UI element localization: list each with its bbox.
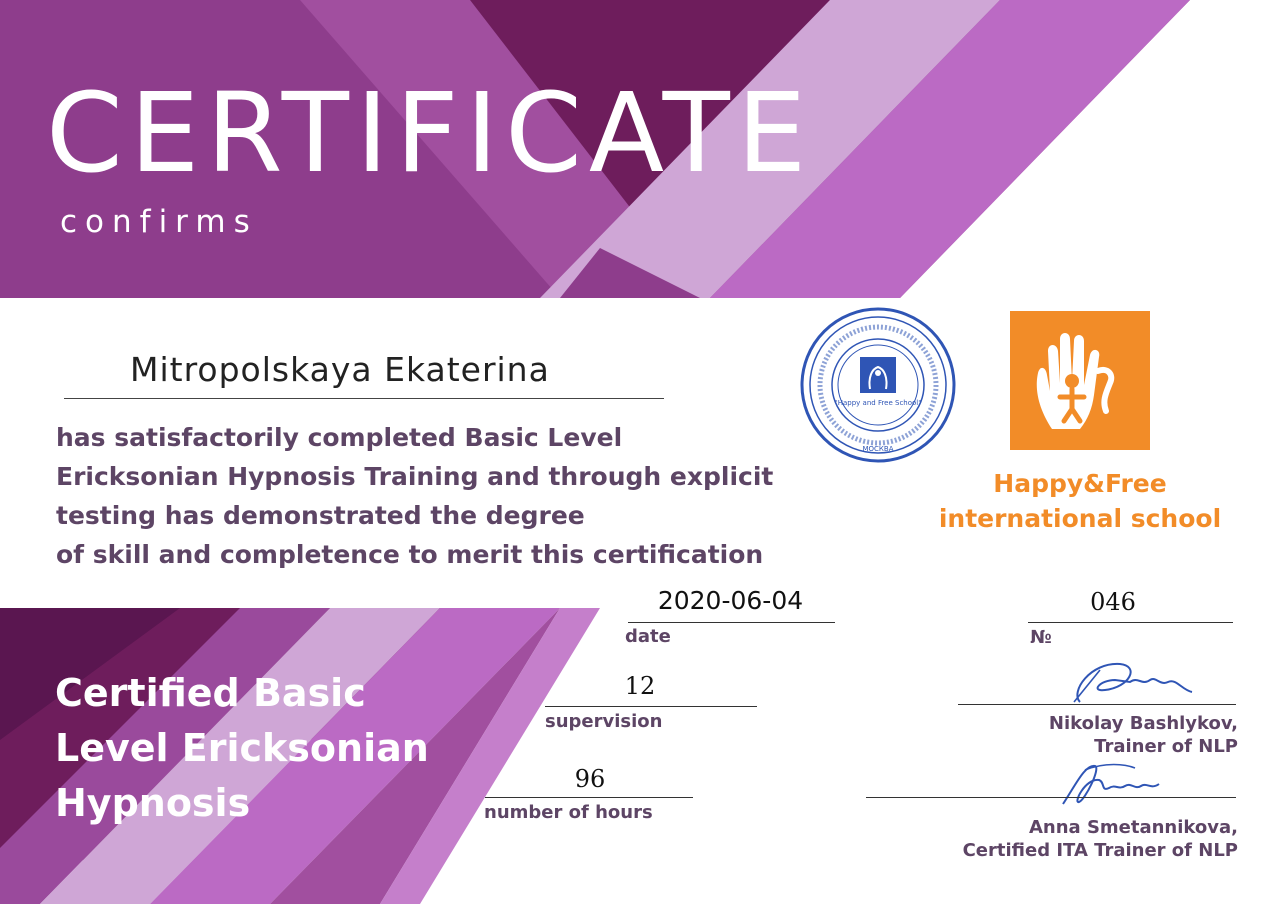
statement-line: testing has demonstrated the degree bbox=[56, 501, 585, 530]
signature-1 bbox=[1060, 652, 1200, 712]
certification-name bbox=[55, 666, 429, 831]
official-seal bbox=[796, 305, 960, 465]
statement-line: of skill and completence to merit this certification bbox=[56, 540, 764, 569]
date-value: 2020-06-04 bbox=[657, 586, 804, 615]
signatory-2-role: Certified ITA Trainer of NLP bbox=[962, 840, 1238, 861]
signatory-1 bbox=[1049, 712, 1238, 758]
certification-line: Level Ericksonian bbox=[55, 726, 429, 770]
school-name-line1: Happy&Free bbox=[993, 469, 1167, 498]
certification-line: Hypnosis bbox=[55, 781, 251, 825]
certificate-title: CERTIFICATE bbox=[46, 69, 814, 197]
hand-icon bbox=[1010, 311, 1150, 450]
signatory-2-name: Anna Smetannikova, bbox=[1028, 817, 1238, 838]
signatory-2 bbox=[963, 816, 1238, 862]
certification-line: Certified Basic bbox=[55, 671, 366, 715]
hours-underline bbox=[485, 797, 693, 798]
signatory-1-name: Nikolay Bashlykov, bbox=[1048, 713, 1238, 734]
seal-center-text: "Happy and Free School" bbox=[834, 399, 922, 407]
school-name-line2: international school bbox=[938, 504, 1222, 533]
statement-line: Ericksonian Hypnosis Training and through explicit bbox=[56, 462, 774, 491]
date-label: date bbox=[625, 626, 671, 647]
school-logo bbox=[1010, 311, 1150, 450]
hours-label: number of hours bbox=[484, 802, 653, 823]
signature-1-line bbox=[958, 704, 1236, 705]
supervision-label: supervision bbox=[545, 711, 663, 732]
certification-statement bbox=[56, 418, 796, 574]
certificate-number-value: 046 bbox=[1090, 588, 1136, 616]
date-underline bbox=[628, 622, 835, 623]
certificate-subtitle: confirms bbox=[60, 204, 258, 240]
recipient-name: Mitropolskaya Ekaterina bbox=[130, 350, 550, 389]
school-name bbox=[930, 466, 1230, 536]
statement-line: has satisfactorily completed Basic Level bbox=[56, 423, 623, 452]
number-label: № bbox=[1030, 627, 1052, 648]
signatory-1-role: Trainer of NLP bbox=[1094, 736, 1238, 757]
signature-2 bbox=[1055, 756, 1175, 812]
supervision-value: 12 bbox=[624, 672, 656, 700]
supervision-underline bbox=[545, 706, 757, 707]
number-underline bbox=[1028, 622, 1233, 623]
seal-bottom-text: МОСКВА bbox=[862, 445, 894, 453]
hours-value: 96 bbox=[574, 765, 606, 793]
signature-2-line bbox=[866, 797, 1236, 798]
recipient-underline bbox=[64, 398, 664, 399]
